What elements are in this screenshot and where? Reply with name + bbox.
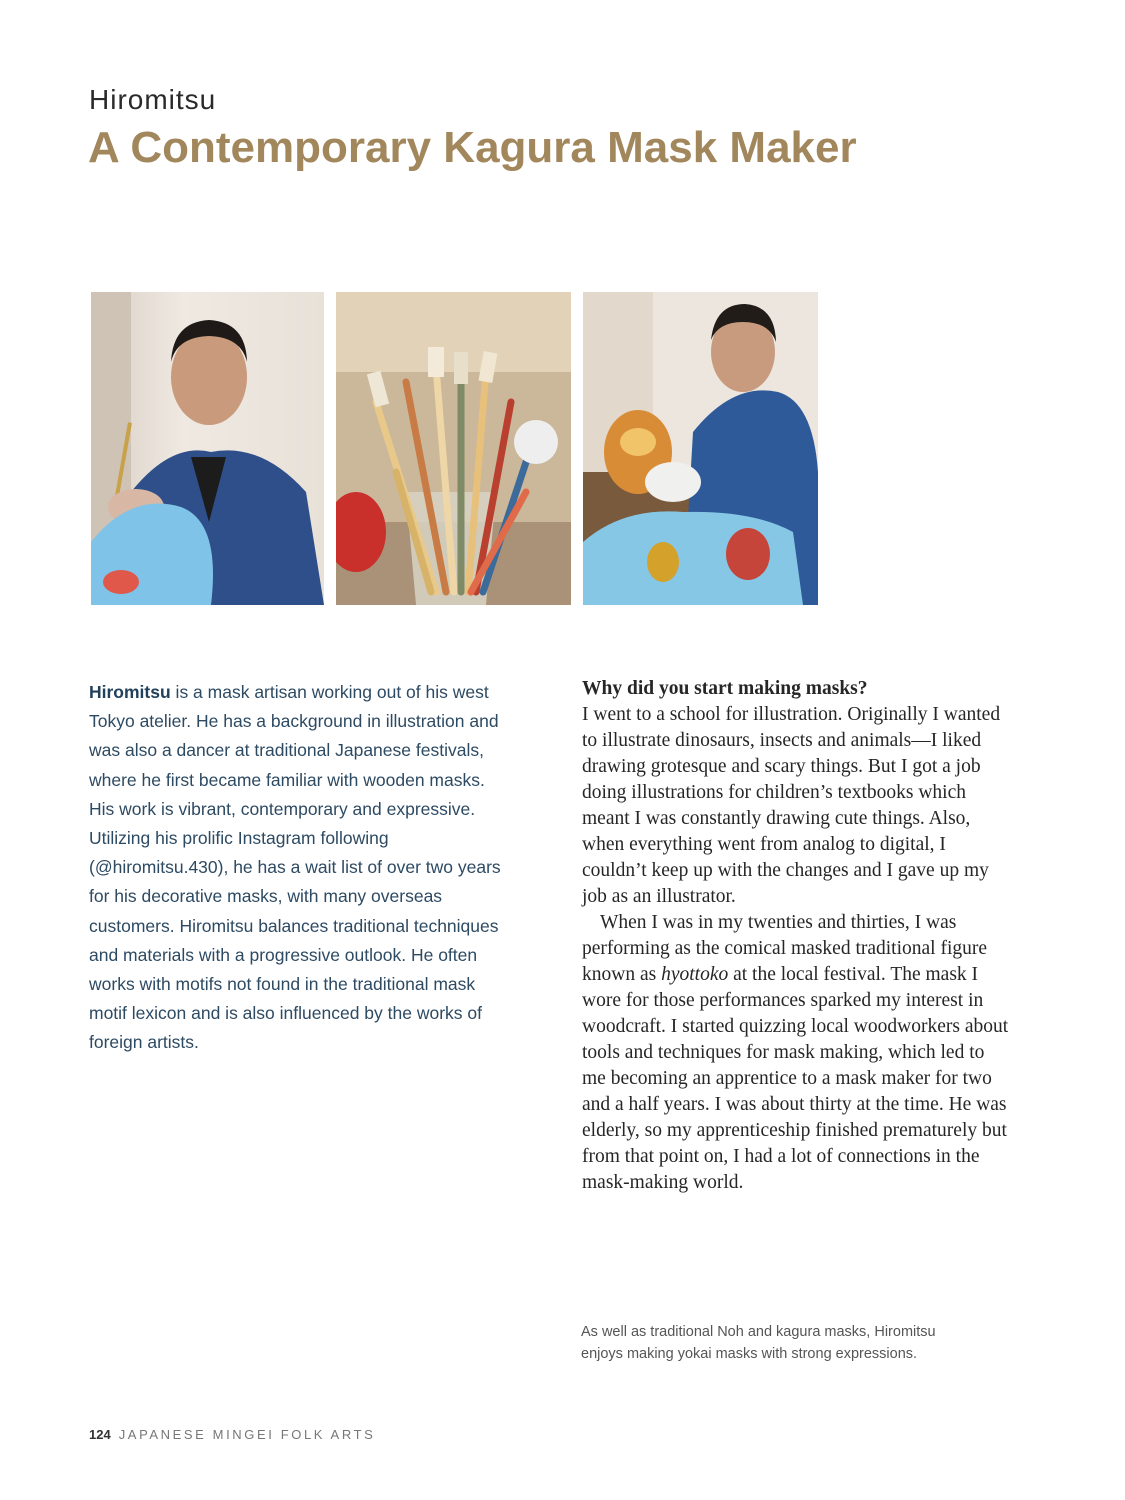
photo-artisan-painting-image [91, 292, 324, 605]
answer-2-italic-term: hyottoko [661, 964, 729, 985]
interview-answer-paragraph-1: I went to a school for illustration. Originally I wanted to illustrate dinosaurs, insects and animals—I liked drawing grotesque and scary things. But I got a job doing illustrations for children’s textbooks which meant I was constantly drawing cute things. Also, when everything went from analog to digital, I couldn’t keep up with the changes and I gave up my job as an illustrator. [582, 704, 1001, 907]
page-number: 124 [89, 1427, 111, 1442]
intro-lead-name: Hiromitsu [89, 682, 171, 702]
caption-text: As well as traditional Noh and kagura masks, Hiromitsu enjoys making yokai masks with strong expressions. [581, 1324, 936, 1362]
running-title: JAPANESE MINGEI FOLK ARTS [118, 1427, 376, 1442]
article-kicker: Hiromitsu [89, 84, 217, 115]
photo-caption [581, 1321, 961, 1365]
answer-2-text-before: When I was in my twenties and thirties, I was performing as the comical masked traditional figure known as [582, 912, 988, 985]
page-footer [89, 1427, 375, 1442]
interview-answer-paragraph-2 [582, 910, 1012, 1196]
photo-brushes [336, 292, 571, 605]
intro-text: is a mask artisan working out of his west Tokyo atelier. He has a background in illustration and was also a dancer at traditional Japanese festivals, where he first became familiar with wooden masks. His work is vibrant, contemporary and expressive. Utilizing his prolific Instagram following (@hiromitsu.430), he has a wait list of over two years for his decorative masks, with many overseas customers. Hiromitsu balances traditional techniques and materials with a progressive outlook. He often works with motifs not found in the traditional mask motif lexicon and is also influenced by the works of foreign artists. [89, 682, 501, 1053]
answer-2-text-after: at the local festival. The mask I wore for those performances sparked my interest in woodcraft. I started quizzing local woodworkers about tools and techniques for mask making, which led to me becoming an apprentice to a mask maker for two and a half years. I was about thirty at the time. He was elderly, so my apprenticeship finished prematurely but from that point on, I had a lot of connections in the mask-making world. [582, 964, 1009, 1193]
interview-question: Why did you start making masks? [582, 678, 868, 699]
photo-artisan-holding-mask [583, 292, 818, 605]
intro-paragraph [89, 678, 509, 1058]
article-title: A Contemporary Kagura Mask Maker [88, 123, 857, 172]
photo-artisan-painting [91, 292, 324, 605]
interview-section [582, 676, 1012, 1196]
photo-brushes-image [336, 292, 571, 605]
photo-artisan-holding-mask-image [583, 292, 818, 605]
